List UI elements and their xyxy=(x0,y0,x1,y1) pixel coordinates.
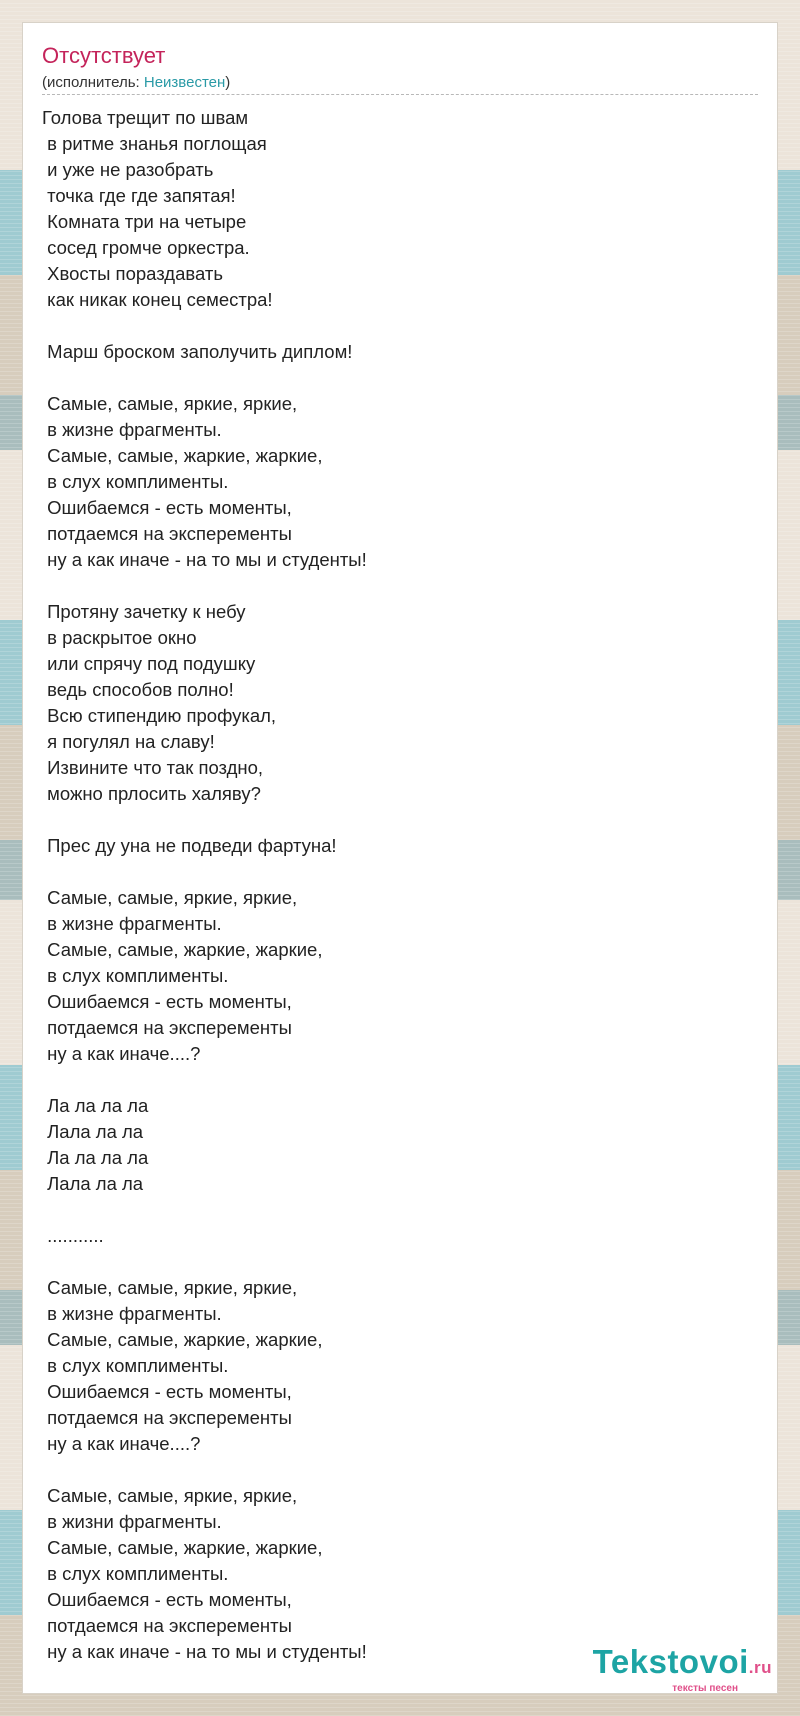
site-logo[interactable] xyxy=(593,1645,772,1694)
artist-link[interactable]: Неизвестен xyxy=(143,74,226,91)
artist-prefix: (исполнитель: xyxy=(42,74,144,91)
artist-line xyxy=(42,74,230,92)
song-title: Отсутствует xyxy=(42,43,166,68)
artist-suffix: ) xyxy=(225,74,231,91)
lyrics-text: Голова трещит по швам в ритме знанья поглощая и уже не разобрать точка где где запятая! Комната три на четыре сосед громче оркестра. Хвосты пораздавать как никак конец семестра! Марш броском заполучить диплом! Самые, самые, яркие, яркие, в жизне фрагменты. Самые, самые, жаркие, жаркие, в слух комплименты. Ошибаемся - есть моменты, потдаемся на эксперементы ну а как иначе - на то мы и студенты! Протяну зачетку к небу в раскрытое окно или спрячу под подушку ведь способов полно! Всю стипендию профукал, я погулял на славу! Извините что так поздно, можно прлосить халяву? Прес ду уна не подведи фартуна! Самые, самые, яркие, яркие, в жизне фрагменты. Самые, самые, жаркие, жаркие, в слух комплименты. Ошибаемся - есть моменты, потдаемся на эксперементы ну а как иначе....? Ла ла ла ла Лала ла ла Ла ла ла ла Лала ла ла ........... Самые, самые, яркие, яркие, в жизне фрагменты. Самые, самые, жаркие, жаркие, в слух комплименты. Ошибаемся - есть моменты, потдаемся на эксперементы ну а как иначе....? Самые, самые, яркие, яркие, в жизни фрагменты. Самые, самые, жаркие, жаркие, в слух комплименты. Ошибаемся - есть моменты, потдаемся на эксперементы ну а как иначе - на то мы и студенты! xyxy=(42,107,367,1662)
header-divider xyxy=(42,94,758,95)
logo-main-text: Tekstovoi xyxy=(592,1643,749,1680)
logo-wordmark xyxy=(593,1645,772,1685)
logo-tld: .ru xyxy=(748,1658,772,1677)
lyrics-card xyxy=(22,22,778,1694)
logo-tagline: тексты песен xyxy=(672,1683,738,1694)
